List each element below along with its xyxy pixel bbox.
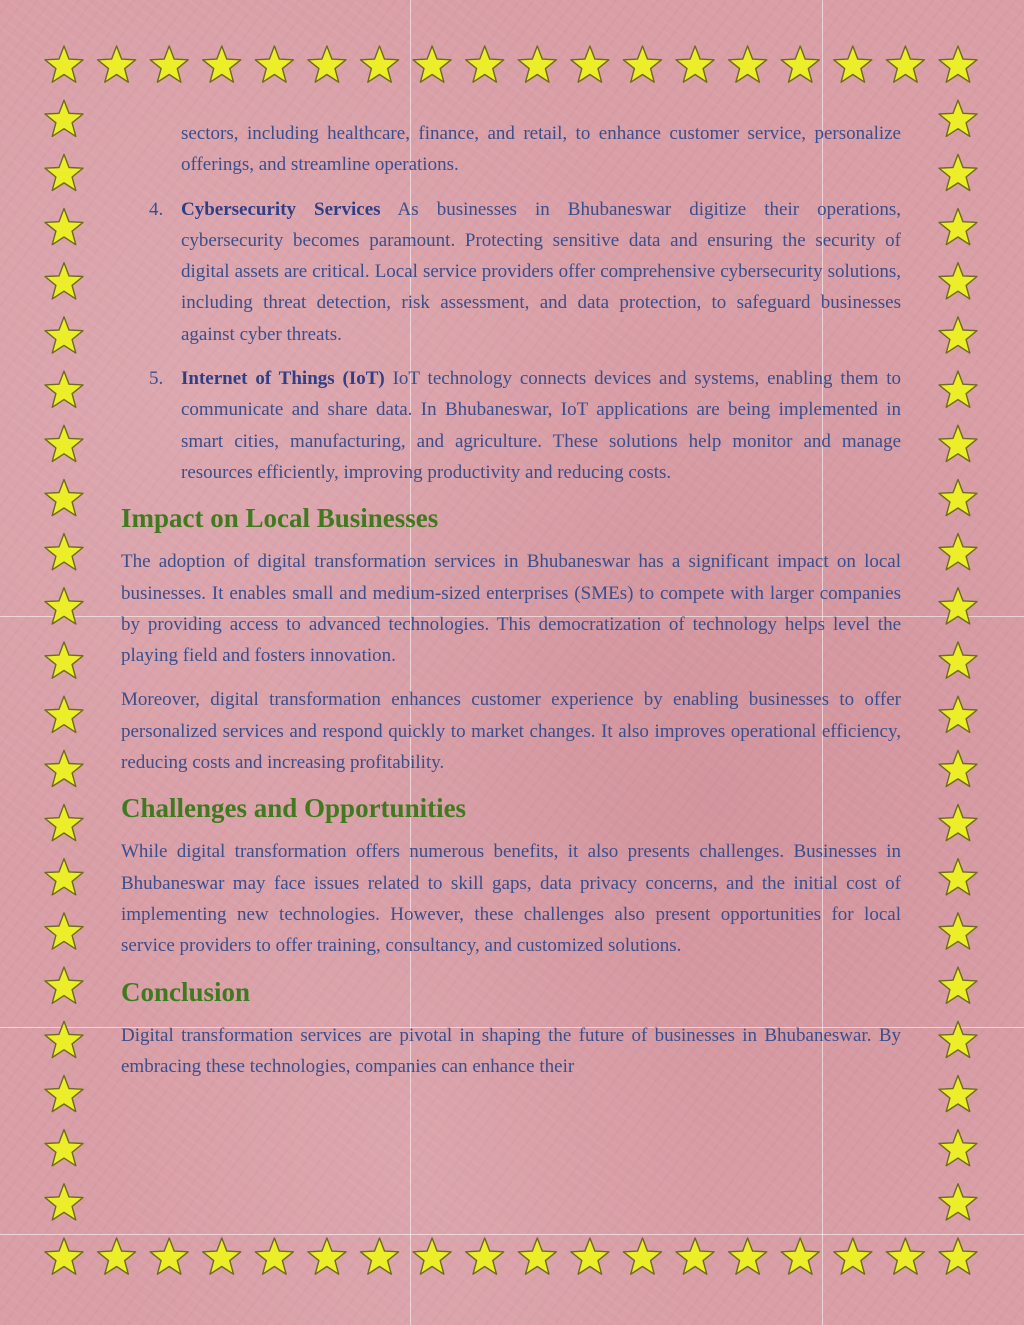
- star-icon: [939, 263, 977, 299]
- list-number: 5.: [149, 368, 164, 390]
- star-icon: [939, 46, 977, 82]
- star-icon: [45, 534, 83, 570]
- star-icon: [361, 46, 399, 82]
- star-icon: [939, 209, 977, 245]
- star-icon: [361, 1238, 399, 1274]
- star-icon: [939, 750, 977, 786]
- star-icon: [939, 1076, 977, 1112]
- star-icon: [939, 1130, 977, 1166]
- star-icon: [45, 425, 83, 461]
- list-continuation: sectors, including healthcare, finance, and retail, to enhance customer service, personalize offerings, and streamline operations.: [181, 123, 901, 176]
- star-icon: [939, 154, 977, 190]
- star-icon: [45, 967, 83, 1003]
- star-icon: [203, 46, 241, 82]
- star-icon: [150, 1238, 188, 1274]
- star-icon: [45, 696, 83, 732]
- list-item-title: Cybersecurity Services: [181, 198, 381, 220]
- star-icon: [45, 263, 83, 299]
- star-icon: [98, 1238, 136, 1274]
- star-icon: [939, 859, 977, 895]
- star-icon: [518, 46, 556, 82]
- section-heading: Impact on Local Businesses: [121, 503, 439, 534]
- star-icon: [466, 46, 504, 82]
- star-icon: [518, 1238, 556, 1274]
- star-icon: [939, 317, 977, 353]
- star-icon: [45, 480, 83, 516]
- star-icon: [939, 805, 977, 841]
- list-item: [121, 363, 901, 488]
- paragraph: Moreover, digital transformation enhances customer experience by enabling businesses to offer personalized services and respond quickly to market changes. It also improves operational efficiency, reducing costs and increasing profitability.: [121, 689, 901, 774]
- star-icon: [466, 1238, 504, 1274]
- section-heading: Challenges and Opportunities: [121, 793, 467, 824]
- star-icon: [729, 46, 767, 82]
- star-icon: [676, 46, 714, 82]
- star-icon: [623, 1238, 661, 1274]
- star-icon: [939, 696, 977, 732]
- star-icon: [45, 209, 83, 245]
- star-icon: [834, 46, 872, 82]
- star-icon: [676, 1238, 714, 1274]
- star-icon: [45, 642, 83, 678]
- page-content: [121, 118, 901, 1095]
- star-icon: [571, 46, 609, 82]
- star-icon: [413, 1238, 451, 1274]
- list-item-title: Internet of Things (IoT): [181, 368, 385, 390]
- star-icon: [886, 46, 924, 82]
- star-icon: [939, 480, 977, 516]
- section-heading: Conclusion: [121, 976, 251, 1007]
- star-icon: [308, 1238, 346, 1274]
- star-icon: [45, 100, 83, 136]
- star-icon: [939, 534, 977, 570]
- paragraph: While digital transformation offers numerous benefits, it also presents challenges. Businesses in Bhubaneswar may face issues related to skill gaps, data privacy concerns, and the initial cost of implementing new technologies. However, these challenges also present opportunities for local service providers to offer training, consultancy, and customized solutions.: [121, 841, 901, 957]
- star-icon: [45, 913, 83, 949]
- star-icon: [939, 642, 977, 678]
- star-icon: [45, 805, 83, 841]
- list-item-text: IoT technology connects devices and systems, enabling them to communicate and share data. In Bhubaneswar, IoT applications are being implemented in smart cities, manufacturing, and agriculture. These solutions help monitor and manage resources efficiently, improving productivity and reducing costs.: [181, 368, 901, 483]
- star-icon: [45, 859, 83, 895]
- star-icon: [939, 425, 977, 461]
- star-icon: [308, 46, 346, 82]
- star-icon: [939, 1021, 977, 1057]
- paragraph: The adoption of digital transformation services in Bhubaneswar has a significant impact on local businesses. It enables small and medium-sized enterprises (SMEs) to compete with larger companies by providing access to advanced technologies. This democratization of technology helps level the playing field and fosters innovation.: [121, 551, 901, 667]
- star-icon: [45, 1076, 83, 1112]
- star-icon: [939, 100, 977, 136]
- star-icon: [255, 46, 293, 82]
- star-icon: [729, 1238, 767, 1274]
- star-icon: [45, 371, 83, 407]
- star-icon: [45, 1021, 83, 1057]
- star-icon: [939, 913, 977, 949]
- star-icon: [781, 46, 819, 82]
- star-icon: [255, 1238, 293, 1274]
- star-icon: [45, 317, 83, 353]
- list-item: [121, 194, 901, 350]
- star-icon: [45, 154, 83, 190]
- star-icon: [781, 1238, 819, 1274]
- star-icon: [939, 588, 977, 624]
- star-icon: [45, 1130, 83, 1166]
- numbered-list: [121, 194, 901, 489]
- star-icon: [98, 46, 136, 82]
- list-number: 4.: [149, 198, 164, 220]
- star-icon: [45, 750, 83, 786]
- list-item-text: As businesses in Bhubaneswar digitize their operations, cybersecurity becomes paramount. Protecting sensitive data and ensuring the security of digital assets are critical. Local service providers offer comprehensive cybersecurity solutions, including threat detection, risk assessment, and data protection, to safeguard businesses against cyber threats.: [181, 198, 901, 345]
- star-icon: [939, 967, 977, 1003]
- star-icon: [203, 1238, 241, 1274]
- star-icon: [45, 588, 83, 624]
- star-icon: [45, 46, 83, 82]
- star-icon: [150, 46, 188, 82]
- star-icon: [939, 371, 977, 407]
- star-icon: [571, 1238, 609, 1274]
- star-icon: [413, 46, 451, 82]
- star-icon: [834, 1238, 872, 1274]
- star-icon: [886, 1238, 924, 1274]
- star-icon: [45, 1238, 83, 1274]
- star-icon: [939, 1184, 977, 1220]
- paragraph: Digital transformation services are pivotal in shaping the future of businesses in Bhubaneswar. By embracing these technologies, companies can enhance their: [121, 1024, 901, 1077]
- star-icon: [623, 46, 661, 82]
- star-icon: [45, 1184, 83, 1220]
- star-icon: [939, 1238, 977, 1274]
